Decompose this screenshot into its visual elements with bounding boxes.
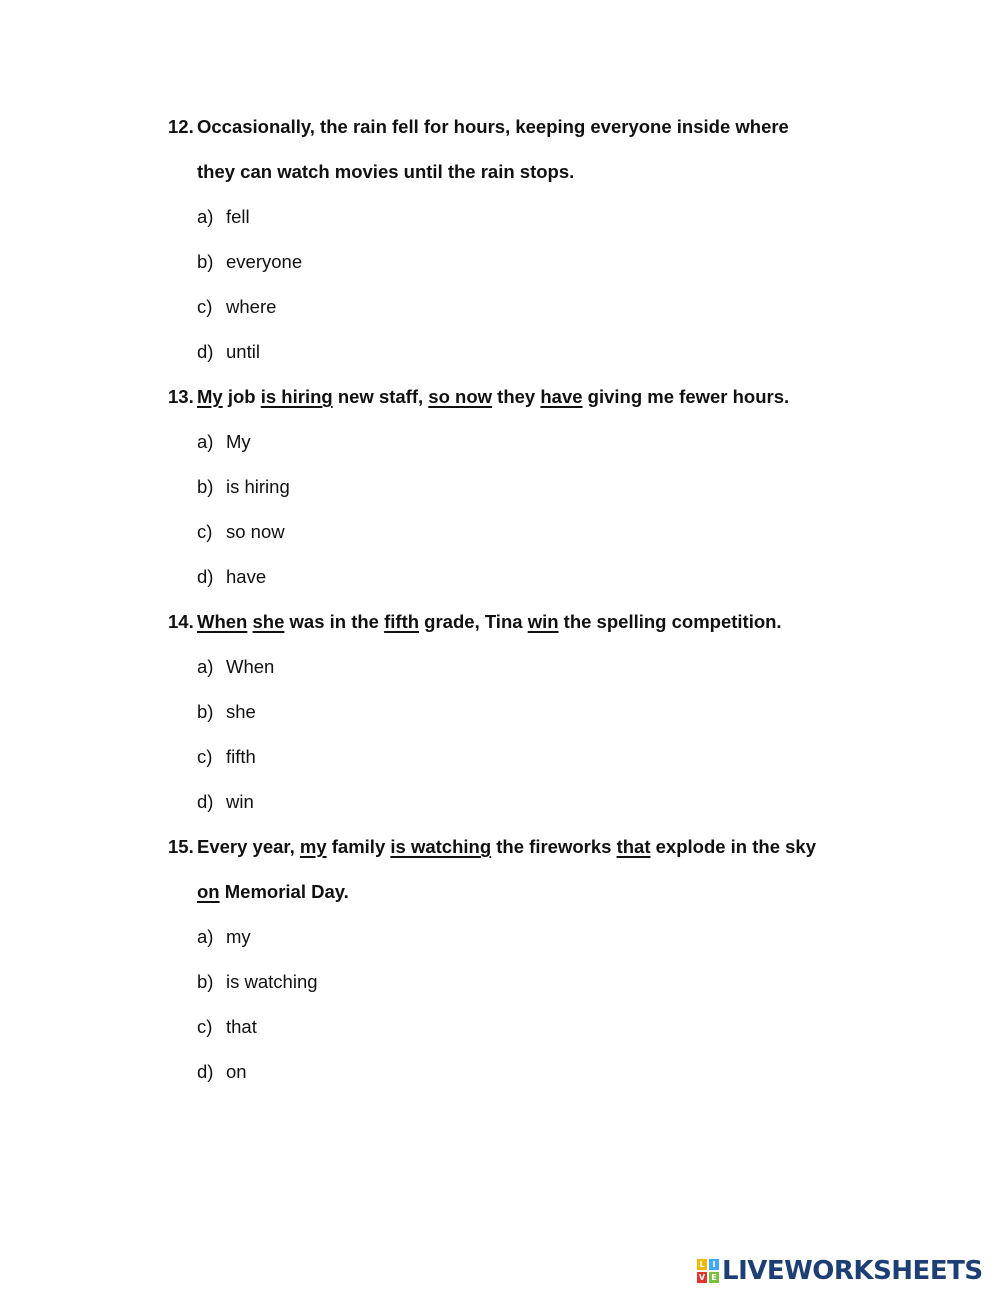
question-text-line-1 bbox=[197, 836, 816, 858]
plain-text: family bbox=[326, 836, 391, 857]
option-letter: d) bbox=[197, 566, 214, 587]
option-letter: c) bbox=[197, 1016, 213, 1037]
logo-block-l: L bbox=[697, 1259, 707, 1270]
option-text: she bbox=[226, 701, 256, 722]
underlined-word: on bbox=[197, 881, 220, 902]
plain-text: Memorial Day. bbox=[219, 881, 349, 902]
question-number: 12. bbox=[168, 116, 194, 137]
underlined-word: is watching bbox=[390, 836, 492, 857]
option-d[interactable] bbox=[168, 341, 888, 386]
option-text: everyone bbox=[226, 251, 303, 272]
option-letter: b) bbox=[197, 971, 214, 992]
option-a[interactable] bbox=[168, 926, 888, 971]
option-text: so now bbox=[226, 521, 285, 542]
logo-blocks bbox=[697, 1259, 719, 1283]
underlined-word: When bbox=[197, 611, 248, 632]
plain-text: explode in the sky bbox=[650, 836, 817, 857]
underlined-word: so now bbox=[428, 386, 493, 407]
logo-block-e: E bbox=[709, 1272, 719, 1283]
option-text: is hiring bbox=[226, 476, 290, 497]
question-text-line-2: they can watch movies until the rain stops. bbox=[197, 161, 575, 182]
option-d[interactable] bbox=[168, 1061, 888, 1106]
option-text: When bbox=[226, 656, 275, 677]
option-a[interactable] bbox=[168, 431, 888, 476]
option-text: is watching bbox=[226, 971, 318, 992]
question-12 bbox=[168, 116, 888, 386]
option-text: fell bbox=[226, 206, 250, 227]
plain-text: grade, Tina bbox=[419, 611, 528, 632]
question-15 bbox=[168, 836, 888, 1106]
option-letter: b) bbox=[197, 701, 214, 722]
underlined-word: My bbox=[197, 386, 223, 407]
option-text: fifth bbox=[226, 746, 256, 767]
option-text: that bbox=[226, 1016, 257, 1037]
option-c[interactable] bbox=[168, 296, 888, 341]
plain-text: they bbox=[492, 386, 541, 407]
option-c[interactable] bbox=[168, 1016, 888, 1061]
plain-text: Every year, bbox=[197, 836, 300, 857]
underlined-word: win bbox=[527, 611, 559, 632]
option-letter: d) bbox=[197, 791, 214, 812]
underlined-word: fifth bbox=[384, 611, 420, 632]
option-text: until bbox=[226, 341, 260, 362]
option-letter: d) bbox=[197, 341, 214, 362]
plain-text: giving me fewer hours. bbox=[582, 386, 790, 407]
underlined-word: she bbox=[252, 611, 285, 632]
underlined-word: my bbox=[299, 836, 327, 857]
option-letter: c) bbox=[197, 746, 213, 767]
option-text: My bbox=[226, 431, 251, 452]
question-text bbox=[197, 611, 782, 633]
option-text: my bbox=[226, 926, 251, 947]
option-b[interactable] bbox=[168, 251, 888, 296]
plain-text: the spelling competition. bbox=[558, 611, 782, 632]
liveworksheets-logo bbox=[697, 1256, 983, 1286]
option-b[interactable] bbox=[168, 701, 888, 746]
option-a[interactable] bbox=[168, 656, 888, 701]
option-letter: b) bbox=[197, 251, 214, 272]
option-text: win bbox=[226, 791, 254, 812]
option-d[interactable] bbox=[168, 566, 888, 611]
underlined-word: that bbox=[616, 836, 651, 857]
option-letter: d) bbox=[197, 1061, 214, 1082]
question-13 bbox=[168, 386, 888, 611]
question-number: 14. bbox=[168, 611, 194, 632]
option-text: where bbox=[226, 296, 277, 317]
option-letter: c) bbox=[197, 521, 213, 542]
plain-text: was in the bbox=[284, 611, 385, 632]
option-letter: a) bbox=[197, 656, 214, 677]
question-text-line-1: Occasionally, the rain fell for hours, keeping everyone inside where bbox=[197, 116, 789, 137]
option-letter: a) bbox=[197, 206, 214, 227]
question-text bbox=[197, 386, 789, 408]
option-letter: a) bbox=[197, 926, 214, 947]
plain-text: new staff, bbox=[332, 386, 429, 407]
question-14 bbox=[168, 611, 888, 836]
logo-text: LIVEWORKSHEETS bbox=[722, 1256, 983, 1286]
option-b[interactable] bbox=[168, 971, 888, 1016]
question-number: 13. bbox=[168, 386, 194, 407]
option-text: on bbox=[226, 1061, 247, 1082]
option-c[interactable] bbox=[168, 746, 888, 791]
logo-block-i: I bbox=[709, 1259, 719, 1270]
logo-block-v: V bbox=[698, 1273, 706, 1282]
underlined-word: is hiring bbox=[260, 386, 333, 407]
option-b[interactable] bbox=[168, 476, 888, 521]
plain-text: the fireworks bbox=[491, 836, 617, 857]
question-text-line-2 bbox=[197, 881, 349, 903]
option-letter: b) bbox=[197, 476, 214, 497]
option-a[interactable] bbox=[168, 206, 888, 251]
underlined-word: have bbox=[540, 386, 583, 407]
option-letter: c) bbox=[197, 296, 213, 317]
plain-text: job bbox=[222, 386, 261, 407]
option-d[interactable] bbox=[168, 791, 888, 836]
option-c[interactable] bbox=[168, 521, 888, 566]
question-number: 15. bbox=[168, 836, 194, 857]
option-letter: a) bbox=[197, 431, 214, 452]
option-text: have bbox=[226, 566, 267, 587]
